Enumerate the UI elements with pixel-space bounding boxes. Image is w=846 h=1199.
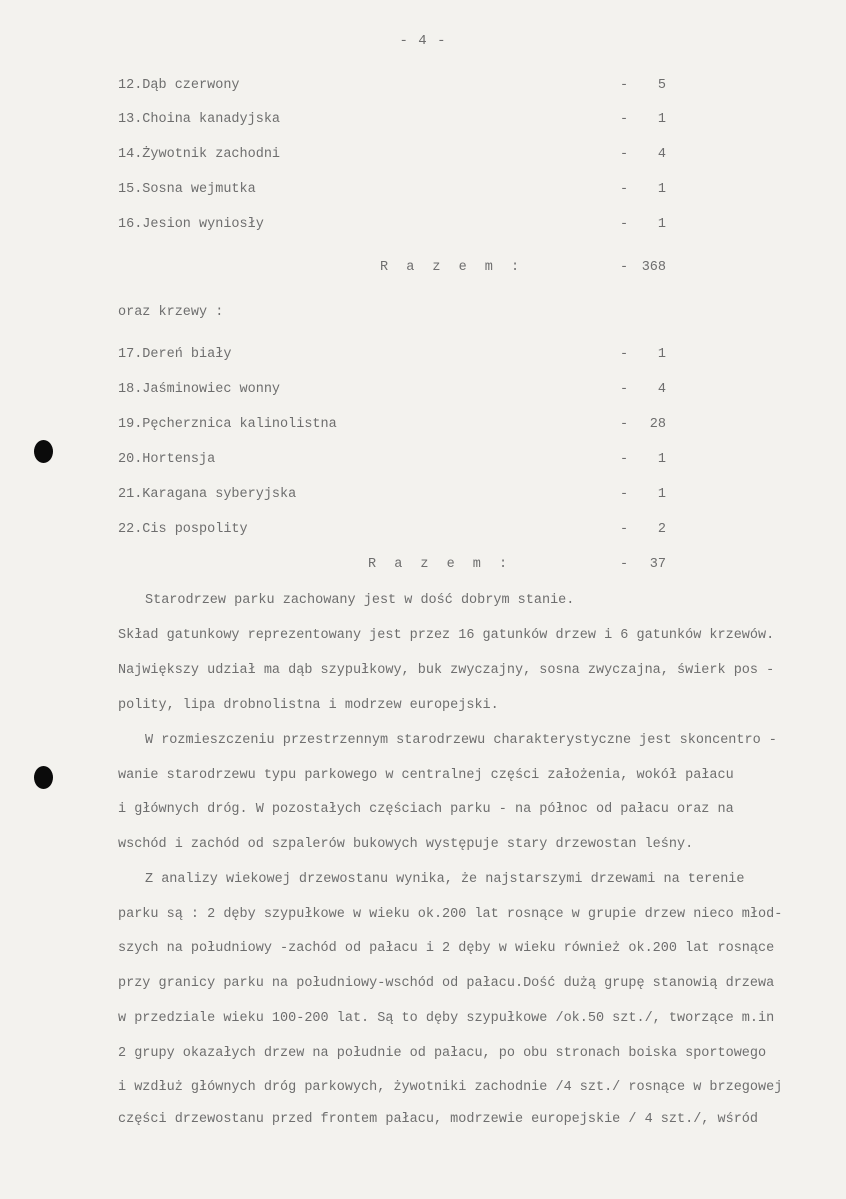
list-item (118, 522, 666, 542)
item-name: 15.Sosna wejmutka (118, 182, 256, 197)
text-line: i wzdłuż głównych dróg parkowych, żywotniki zachodnie /4 szt./ rosnące w brzegowej (118, 1080, 783, 1095)
item-name: 19.Pęcherznica kalinolistna (118, 417, 337, 432)
item-quantity: 4 (657, 147, 666, 162)
item-dash: - (620, 217, 629, 232)
text-line: Skład gatunkowy reprezentowany jest przez 16 gatunków drzew i 6 gatunków krzewów. (118, 628, 775, 643)
item-quantity: 1 (657, 347, 666, 362)
list-item (118, 147, 666, 167)
punch-hole (34, 766, 53, 789)
list-item (118, 347, 666, 367)
total-dash: - (620, 557, 629, 572)
text-line: Największy udział ma dąb szypułkowy, buk zwyczajny, sosna zwyczajna, świerk pos - (118, 663, 775, 678)
item-quantity: 1 (657, 217, 666, 232)
item-dash: - (620, 147, 629, 162)
page-number: - 4 - (399, 33, 447, 49)
item-dash: - (620, 417, 629, 432)
item-name: 21.Karagana syberyjska (118, 487, 297, 502)
total-quantity: 37 (649, 557, 666, 572)
text-line: 2 grupy okazałych drzew na południe od pałacu, po obu stronach boiska sportowego (118, 1046, 767, 1061)
item-dash: - (620, 487, 629, 502)
item-name: 13.Choina kanadyjska (118, 112, 281, 127)
text-line: polity, lipa drobnolistna i modrzew europejski. (118, 698, 499, 713)
text-line: wschód i zachód od szpalerów bukowych występuje stary drzewostan leśny. (118, 837, 694, 852)
item-quantity: 1 (657, 112, 666, 127)
item-dash: - (620, 347, 629, 362)
text-line: parku są : 2 dęby szypułkowe w wieku ok.200 lat rosnące w grupie drzew nieco młod- (118, 907, 783, 922)
item-quantity: 1 (657, 487, 666, 502)
item-name: 12.Dąb czerwony (118, 78, 240, 93)
list-item (118, 112, 666, 132)
item-dash: - (620, 522, 629, 537)
item-name: 18.Jaśminowiec wonny (118, 382, 281, 397)
item-quantity: 1 (657, 452, 666, 467)
shrubs-total (118, 557, 666, 577)
trees-total (118, 260, 666, 280)
list-item (118, 182, 666, 202)
item-dash: - (620, 382, 629, 397)
text-line: Z analizy wiekowej drzewostanu wynika, że najstarszymi drzewami na terenie (145, 872, 745, 887)
list-item (118, 417, 666, 437)
text-line: przy granicy parku na południowy-wschód od pałacu.Dość dużą grupę stanowią drzewa (118, 976, 775, 991)
item-dash: - (620, 182, 629, 197)
item-dash: - (620, 78, 629, 93)
list-item (118, 78, 666, 98)
item-name: 17.Dereń biały (118, 347, 232, 362)
text-line: szych na południowy -zachód od pałacu i 2 dęby w wieku również ok.200 lat rosnące (118, 941, 775, 956)
item-name: 16.Jesion wyniosły (118, 217, 264, 232)
text-line: i głównych dróg. W pozostałych częściach parku - na północ od pałacu oraz na (118, 802, 734, 817)
punch-hole (34, 440, 53, 463)
total-dash: - (620, 260, 629, 275)
total-quantity: 368 (641, 260, 666, 275)
list-item (118, 487, 666, 507)
item-name: 20.Hortensja (118, 452, 216, 467)
item-quantity: 5 (657, 78, 666, 93)
text-line: W rozmieszczeniu przestrzennym starodrzewu charakterystyczne jest skoncentro - (145, 733, 777, 748)
item-quantity: 1 (657, 182, 666, 197)
item-quantity: 28 (649, 417, 666, 432)
total-label: R a z e m : (380, 260, 525, 275)
item-dash: - (620, 112, 629, 127)
text-line: wanie starodrzewu typu parkowego w centralnej części założenia, wokół pałacu (118, 768, 734, 783)
item-name: 14.Żywotnik zachodni (118, 147, 281, 162)
shrubs-heading: oraz krzewy : (118, 305, 224, 320)
total-label: R a z e m : (368, 557, 513, 572)
list-item (118, 217, 666, 237)
item-name: 22.Cis pospolity (118, 522, 248, 537)
list-item (118, 382, 666, 402)
list-item (118, 452, 666, 472)
item-dash: - (620, 452, 629, 467)
item-quantity: 4 (657, 382, 666, 397)
text-line: części drzewostanu przed frontem pałacu, modrzewie europejskie / 4 szt./, wśród (118, 1112, 759, 1127)
text-line: Starodrzew parku zachowany jest w dość dobrym stanie. (145, 593, 575, 608)
text-line: w przedziale wieku 100-200 lat. Są to dęby szypułkowe /ok.50 szt./, tworzące m.in (118, 1011, 775, 1026)
item-quantity: 2 (657, 522, 666, 537)
